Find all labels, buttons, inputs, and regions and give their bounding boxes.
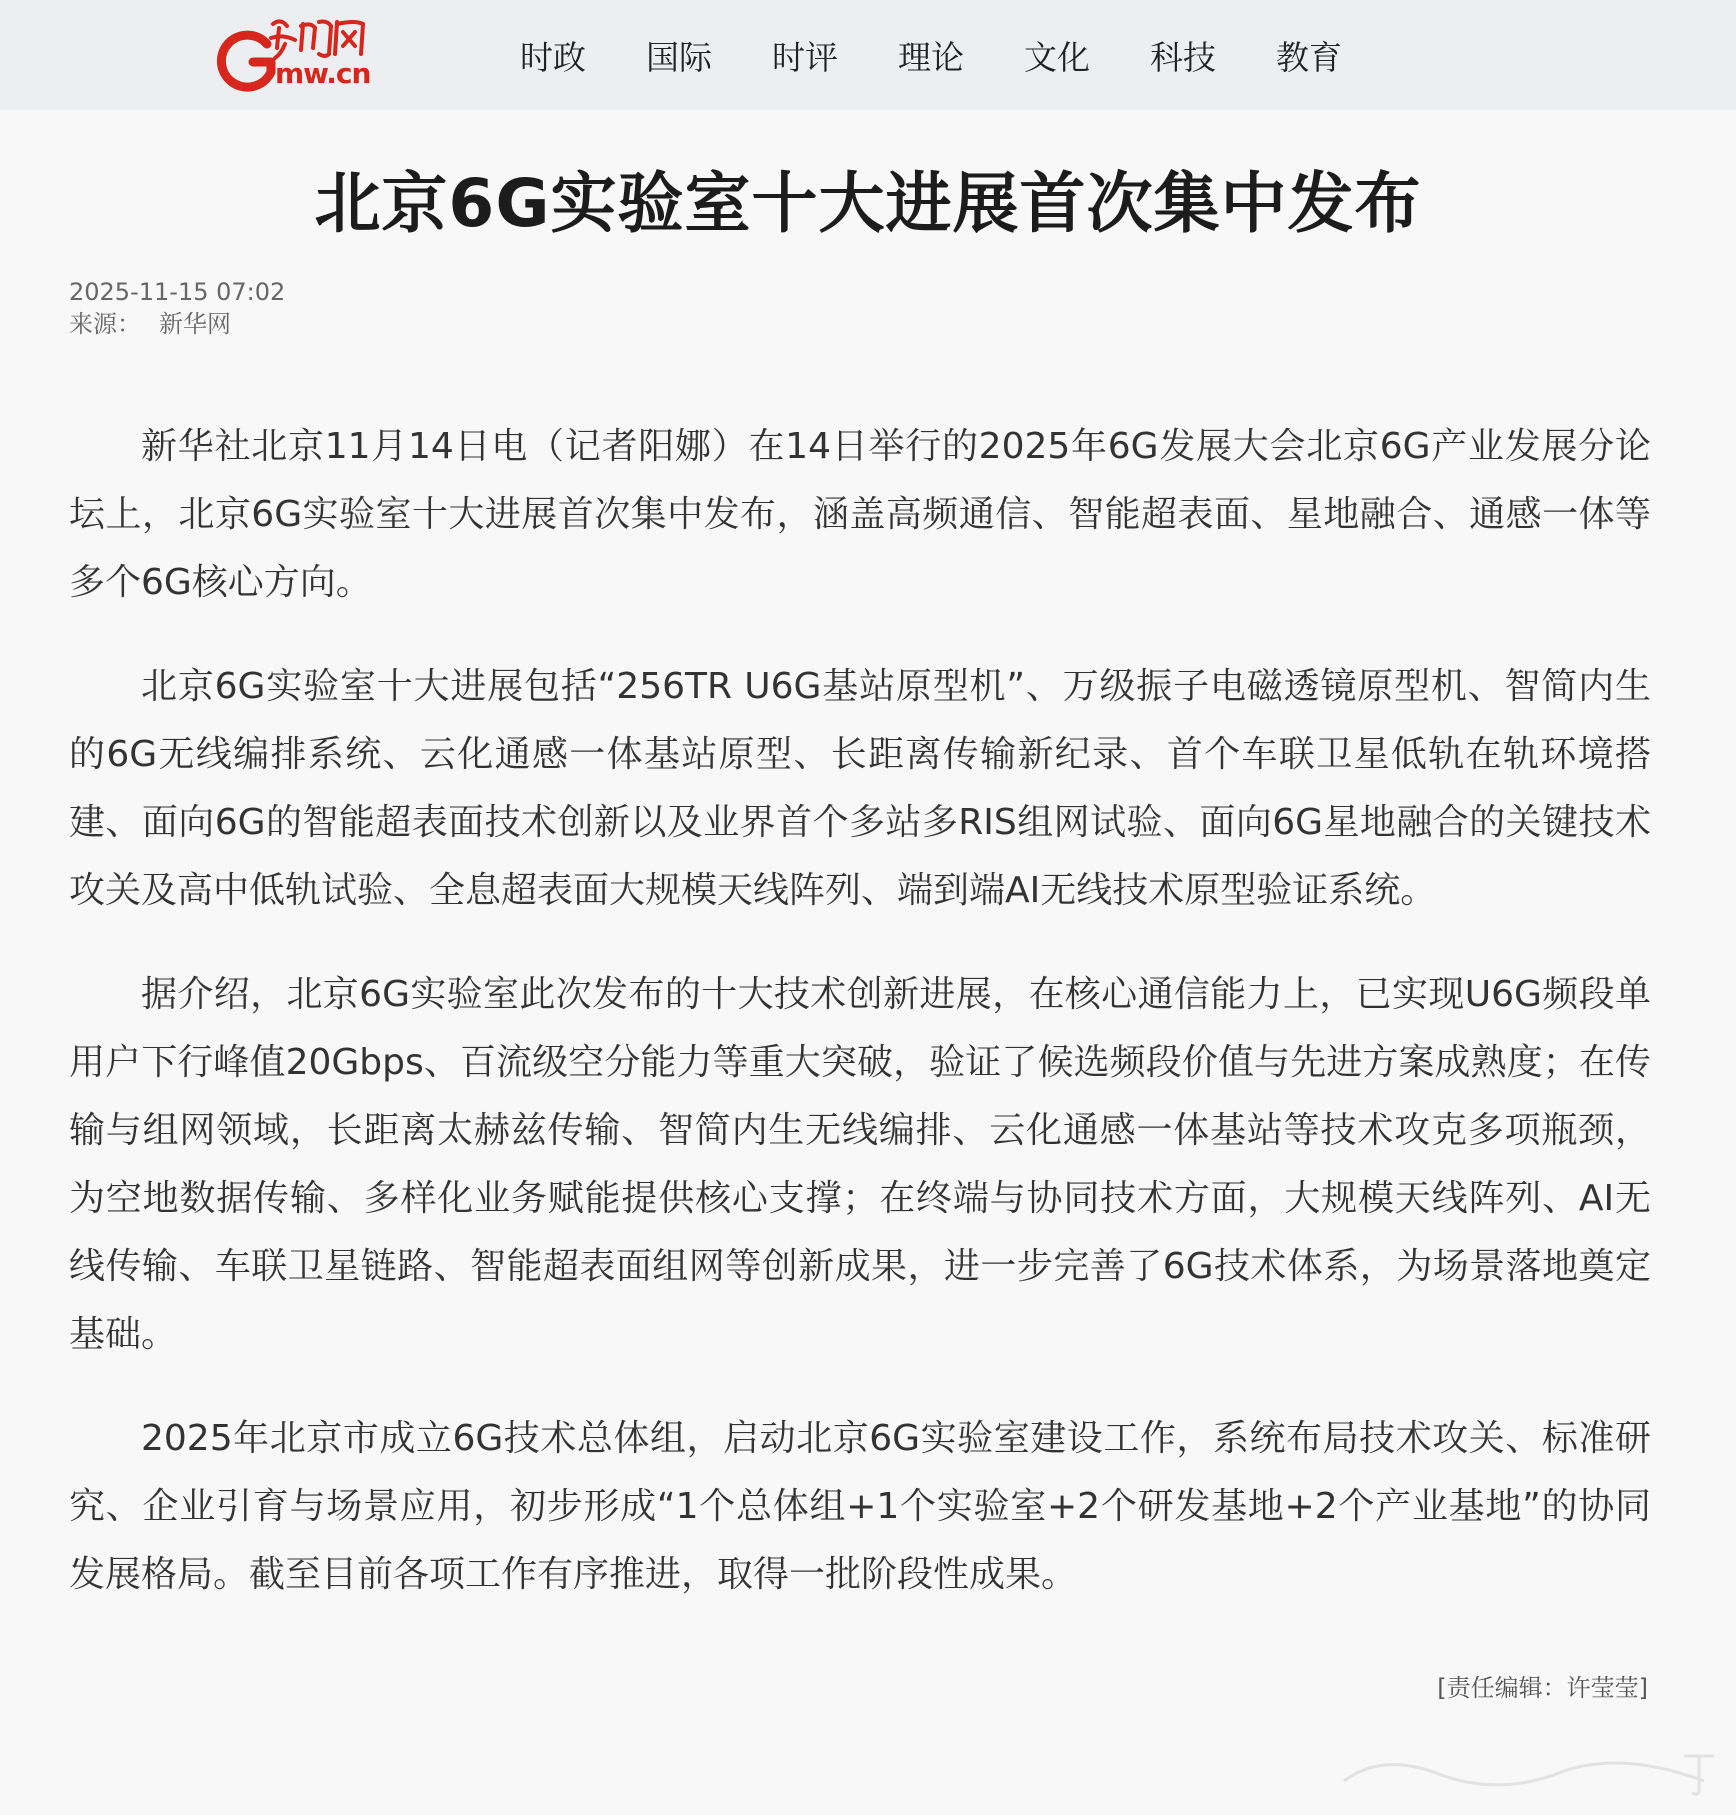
article-meta [69,276,285,340]
source-label: 来源： [69,310,141,338]
article-paragraph: 2025年北京市成立6G技术总体组，启动北京6G实验室建设工作，系统布局技术攻关、标准研究、企业引育与场景应用，初步形成“1个总体组+1个实验室+2个研发基地+2个产业基地”的协同发展格局。截至目前各项工作有序推进，取得一批阶段性成果。 [69,1418,1651,1595]
logo-wordmark [275,57,371,90]
nav-item-education[interactable]: 教育 [1276,37,1342,77]
article-datetime: 2025-11-15 07:02 [69,278,286,306]
source-value: 新华网 [159,310,231,338]
article-title: 北京6G实验室十大进展首次集中发布 [314,165,1422,242]
nav-item-international[interactable]: 国际 [646,37,712,77]
top-navigation-bar [0,0,1736,110]
article-paragraph: 北京6G实验室十大进展包括“256TR U6G基站原型机”、万级振子电磁透镜原型机、智简内生的6G无线编排系统、云化通感一体基站原型、长距离传输新纪录、首个车联卫星低轨在轨环境搭建、面向6G的智能超表面技术创新以及业界首个多站多RIS组网试验、面向6G星地融合的关键技术攻关及高中低轨试验、全息超表面大规模天线阵列、端到端AI无线技术原型验证系统。 [69,666,1651,911]
logo-wordmark-accent: mw.cn [275,57,371,90]
article-source [69,308,285,340]
article-body [69,413,1651,1645]
responsible-editor: [责任编辑：许莹莹] [1437,1674,1648,1702]
main-nav [520,0,1402,110]
nav-item-technology[interactable]: 科技 [1150,37,1216,77]
weibo-watermark-icon [1324,1741,1724,1801]
nav-item-culture[interactable]: 文化 [1024,37,1090,77]
nav-item-theory[interactable]: 理论 [898,37,964,77]
article-paragraph: 新华社北京11月14日电（记者阳娜）在14日举行的2025年6G发展大会北京6G产业发展分论坛上，北京6G实验室十大进展首次集中发布，涵盖高频通信、智能超表面、星地融合、通感一体等多个6G核心方向。 [69,426,1651,603]
gmw-logo[interactable] [215,14,415,94]
nav-item-commentary[interactable]: 时评 [772,37,838,77]
nav-item-politics[interactable]: 时政 [520,37,586,77]
article-paragraph: 据介绍，北京6G实验室此次发布的十大技术创新进展，在核心通信能力上，已实现U6G频段单用户下行峰值20Gbps、百流级空分能力等重大突破，验证了候选频段价值与先进方案成熟度；在传输与组网领域，长距离太赫兹传输、智简内生无线编排、云化通感一体基站等技术攻克多项瓶颈，为空地数据传输、多样化业务赋能提供核心支撑；在终端与协同技术方面，大规模天线阵列、AI无线传输、车联卫星链路、智能超表面组网等创新成果，进一步完善了6G技术体系，为场景落地奠定基础。 [69,974,1651,1355]
